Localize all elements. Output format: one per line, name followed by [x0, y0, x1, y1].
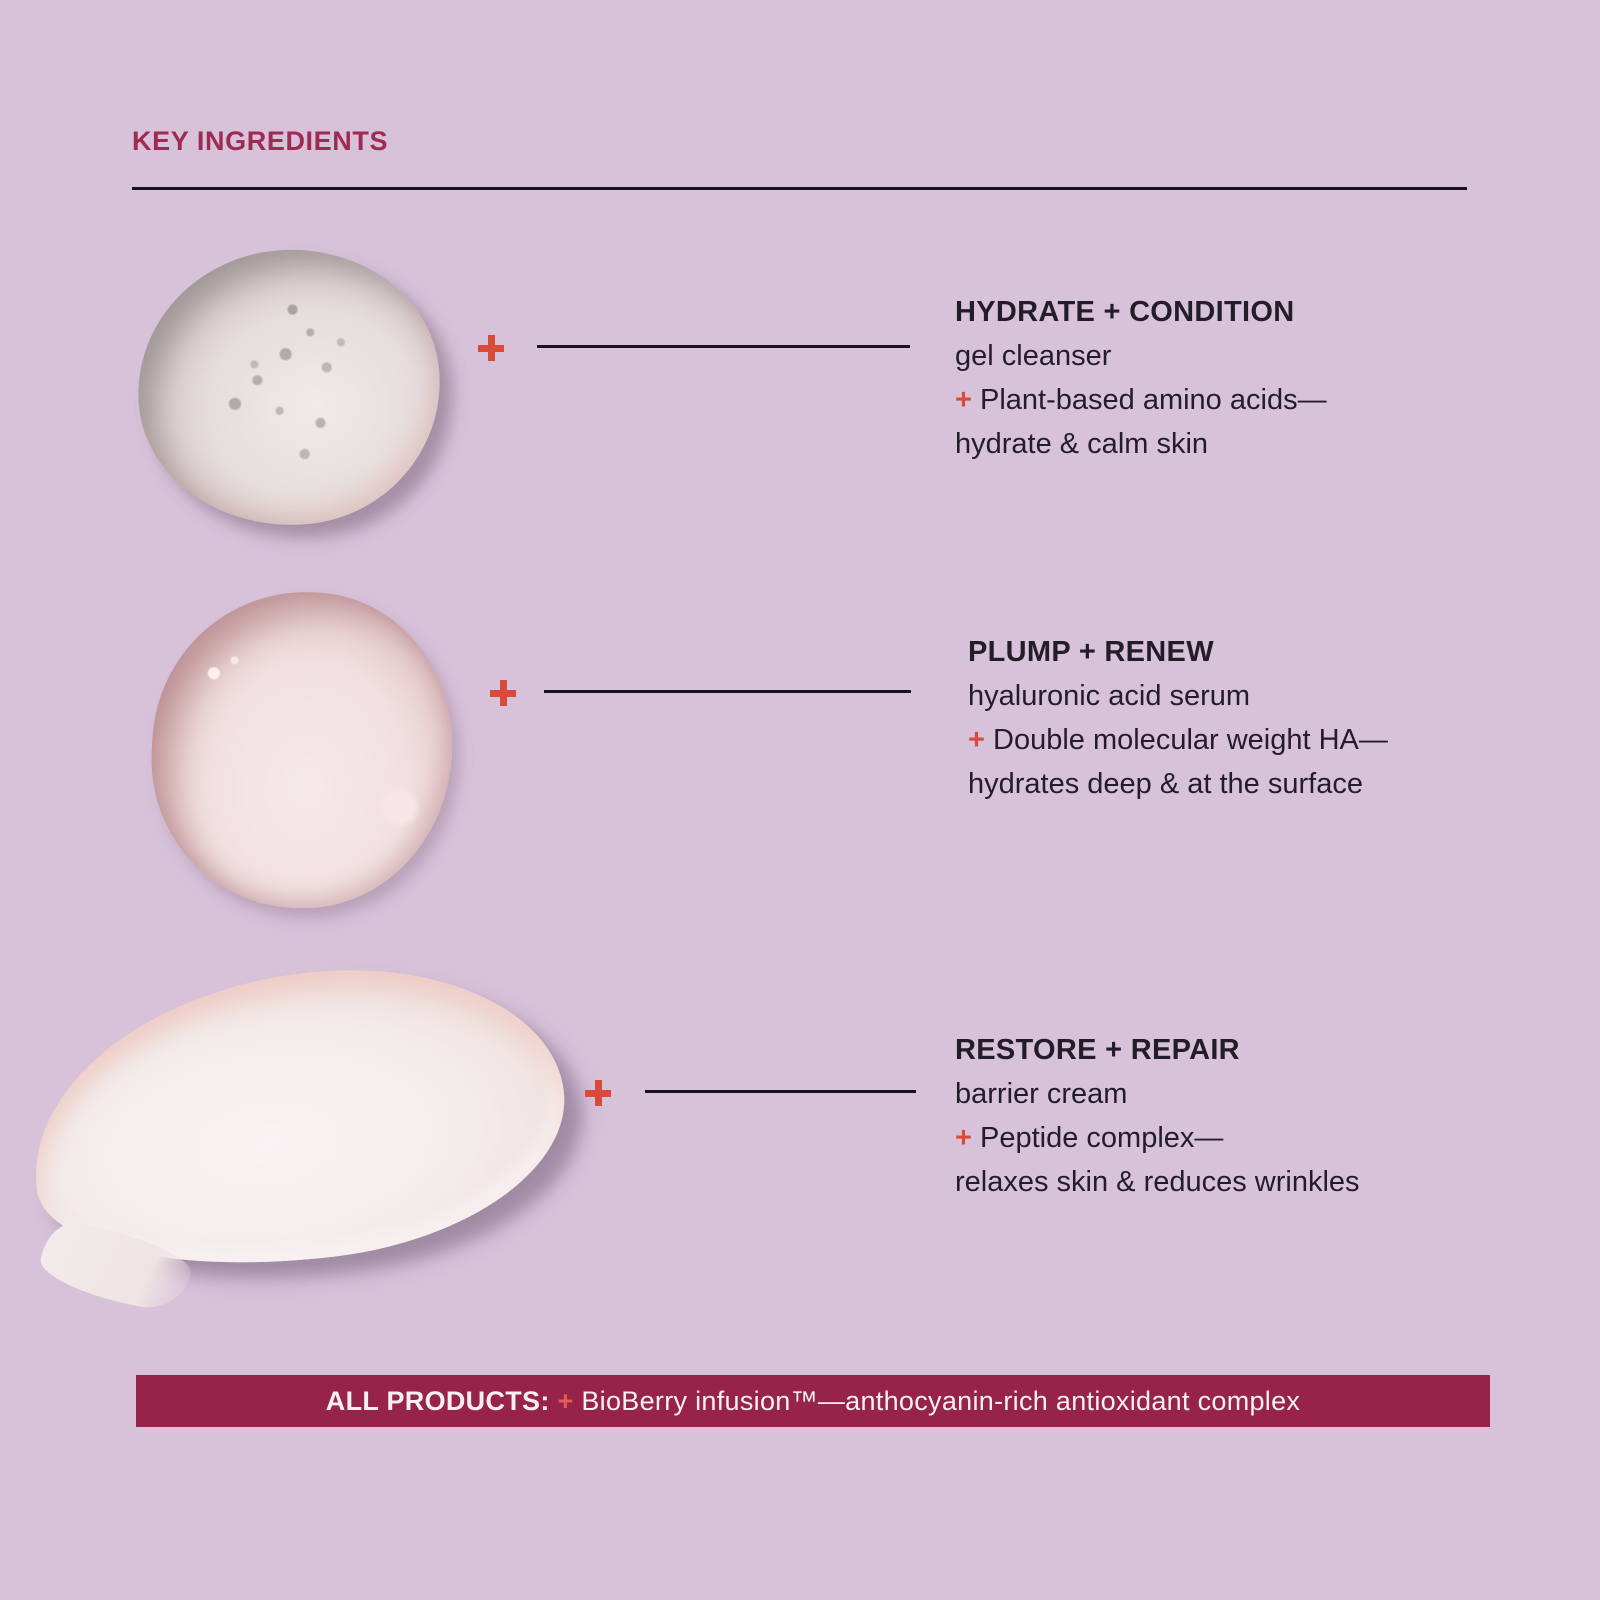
- connector-line: [645, 1090, 916, 1093]
- connector-line: [544, 690, 911, 693]
- ingredient-text: Double molecular weight HA—: [993, 724, 1388, 756]
- gel-cleanser-swatch-image: [129, 240, 449, 535]
- plus-icon: +: [968, 724, 985, 756]
- benefit-text: hydrate & calm skin: [955, 428, 1209, 460]
- benefit-text: relaxes skin & reduces wrinkles: [955, 1166, 1360, 1198]
- ingredient-title: HYDRATE + CONDITION: [955, 296, 1295, 328]
- plus-icon: [585, 1080, 611, 1106]
- ingredient-block-plump: [968, 630, 1528, 806]
- ingredient-title: PLUMP + RENEW: [968, 636, 1214, 668]
- all-products-banner: [136, 1375, 1490, 1427]
- plus-icon: +: [955, 384, 972, 416]
- hyaluronic-acid-serum-swatch-image: [144, 584, 460, 915]
- product-name: gel cleanser: [955, 340, 1112, 372]
- ingredient-block-hydrate: [955, 290, 1515, 466]
- gel-bubbles-texture: [129, 240, 449, 535]
- product-name: hyaluronic acid serum: [968, 680, 1251, 712]
- ingredient-line: [955, 1116, 1515, 1160]
- ingredient-line: [968, 718, 1528, 762]
- page-title: KEY INGREDIENTS: [132, 126, 389, 156]
- plus-icon: +: [557, 1385, 574, 1416]
- ingredient-text: Plant-based amino acids—: [980, 384, 1327, 416]
- product-name: barrier cream: [955, 1078, 1128, 1110]
- ingredient-text: Peptide complex—: [980, 1122, 1224, 1154]
- ingredient-line: [955, 378, 1515, 422]
- plus-icon: [478, 335, 504, 361]
- banner-text: BioBerry infusion™—anthocyanin-rich antioxidant complex: [581, 1385, 1301, 1416]
- connector-line: [537, 345, 910, 348]
- banner-label: ALL PRODUCTS:: [325, 1385, 550, 1416]
- plus-icon: +: [955, 1122, 972, 1154]
- header-divider: [132, 187, 1467, 190]
- benefit-text: hydrates deep & at the surface: [968, 768, 1363, 800]
- plus-icon: [490, 680, 516, 706]
- ingredient-title: RESTORE + REPAIR: [955, 1034, 1240, 1066]
- ingredient-block-restore: [955, 1028, 1515, 1204]
- barrier-cream-swatch-image: [15, 943, 581, 1291]
